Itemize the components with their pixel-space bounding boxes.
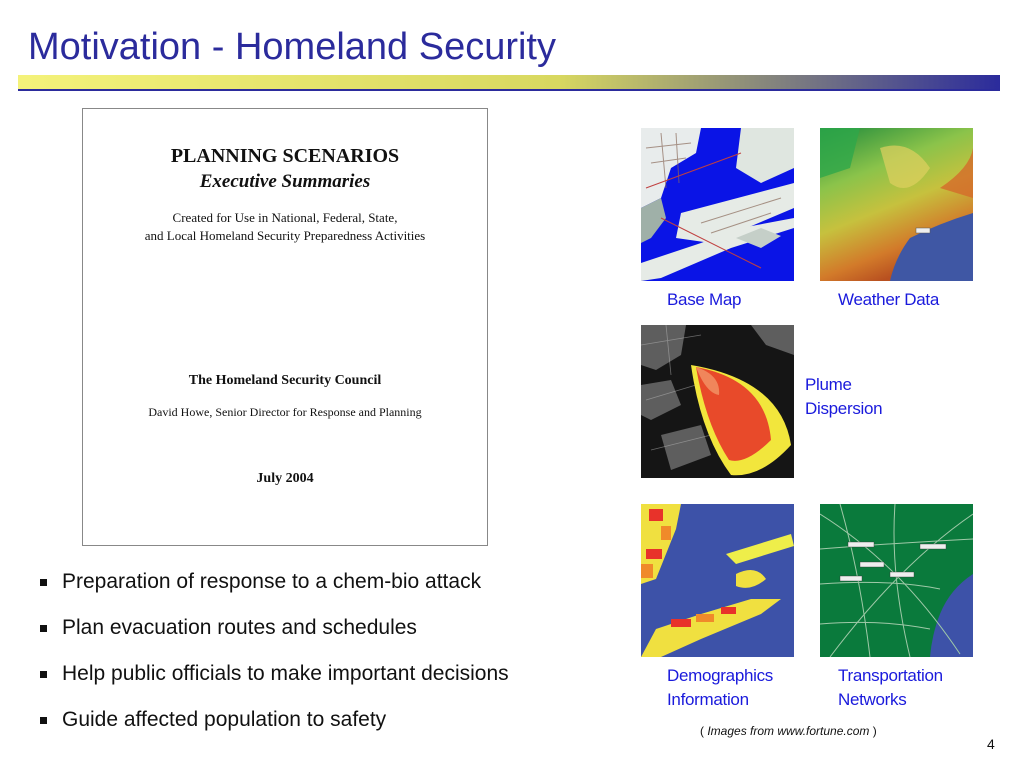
plume-caption-line1: Plume [805, 375, 852, 394]
bullet-item: Plan evacuation routes and schedules [40, 616, 509, 662]
bullet-item: Preparation of response to a chem-bio attack [40, 570, 509, 616]
plume-caption-line2: Dispersion [805, 399, 883, 418]
doc-purpose-line1: Created for Use in National, Federal, State, [172, 210, 398, 225]
image-credit [700, 724, 877, 738]
doc-subheading: Executive Summaries [199, 171, 371, 192]
doc-council: The Homeland Security Council [188, 373, 382, 388]
slide-title: Motivation - Homeland Security [28, 26, 556, 68]
doc-purpose [83, 209, 487, 245]
base-map-image [641, 128, 794, 281]
doc-purpose-line2: and Local Homeland Security Preparedness Activities [144, 228, 426, 243]
plume-dispersion-caption [805, 373, 882, 421]
page-number: 4 [987, 736, 995, 752]
weather-data-image [820, 128, 973, 281]
planning-scenarios-cover [82, 108, 488, 546]
title-underline [18, 75, 1000, 91]
base-map-caption: Base Map [667, 290, 742, 309]
weather-data-caption: Weather Data [838, 290, 939, 309]
transportation-caption [838, 664, 943, 712]
bullet-item: Help public officials to make important decisions [40, 662, 509, 708]
demographics-image [641, 504, 794, 657]
bullet-item: Guide affected population to safety [40, 708, 509, 754]
plume-dispersion-image [641, 325, 794, 478]
demographics-caption-line2: Information [667, 690, 749, 709]
transportation-caption-line2: Networks [838, 690, 907, 709]
doc-heading: PLANNING SCENARIOS [170, 145, 400, 167]
transportation-caption-line1: Transportation [838, 666, 943, 685]
demographics-caption [667, 664, 773, 712]
bullet-list [40, 570, 509, 754]
credit-text: Images from www.fortune.com [707, 724, 870, 738]
transportation-image [820, 504, 973, 657]
doc-director: David Howe, Senior Director for Response and Planning [148, 405, 422, 419]
doc-date: July 2004 [256, 471, 314, 486]
credit-open-paren: ( [700, 724, 704, 738]
demographics-caption-line1: Demographics [667, 666, 774, 685]
credit-close-paren: ) [872, 724, 877, 738]
